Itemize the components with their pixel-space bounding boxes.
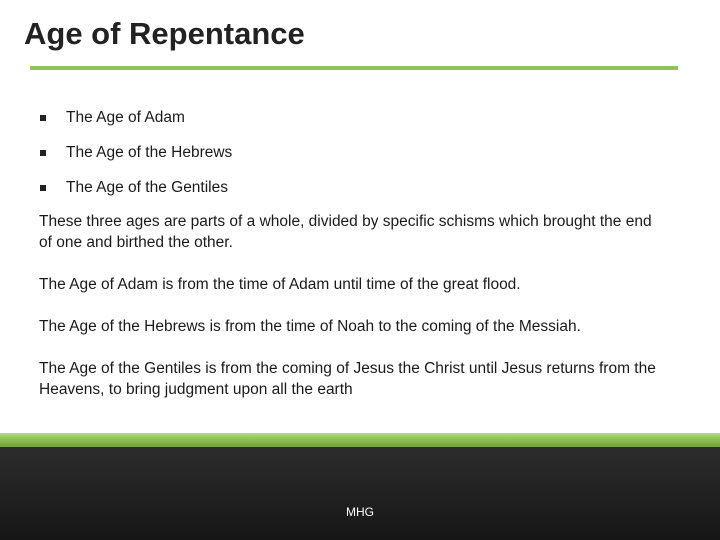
- body-text: [39, 211, 659, 421]
- square-bullet-icon: [40, 115, 46, 121]
- square-bullet-icon: [40, 185, 46, 191]
- bullet-item: [40, 135, 232, 170]
- paragraph: The Age of the Gentiles is from the coming of Jesus the Christ until Jesus returns from the Heavens, to bring judgment upon all the earth: [39, 360, 656, 398]
- bullet-item: [40, 100, 232, 135]
- paragraph: The Age of the Hebrews is from the time of Noah to the coming of the Messiah.: [39, 318, 581, 335]
- bullet-text: The Age of the Gentiles: [66, 178, 228, 196]
- bullet-text: The Age of the Hebrews: [66, 143, 233, 161]
- footer-accent-band: [0, 433, 720, 447]
- slide-title: Age of Repentance: [24, 16, 305, 51]
- bullet-item: [40, 170, 232, 205]
- footer-band-shadow: [0, 447, 720, 456]
- slide-footer: [0, 456, 720, 540]
- title-underline: [30, 66, 678, 70]
- paragraph: The Age of Adam is from the time of Adam until time of the great flood.: [39, 276, 521, 293]
- square-bullet-icon: [40, 150, 46, 156]
- bullet-text: The Age of Adam: [66, 108, 185, 126]
- bullet-list: [40, 100, 232, 205]
- paragraph: These three ages are parts of a whole, divided by specific schisms which brought the end of one and birthed the other.: [39, 213, 652, 251]
- footer-label: MHG: [346, 505, 374, 519]
